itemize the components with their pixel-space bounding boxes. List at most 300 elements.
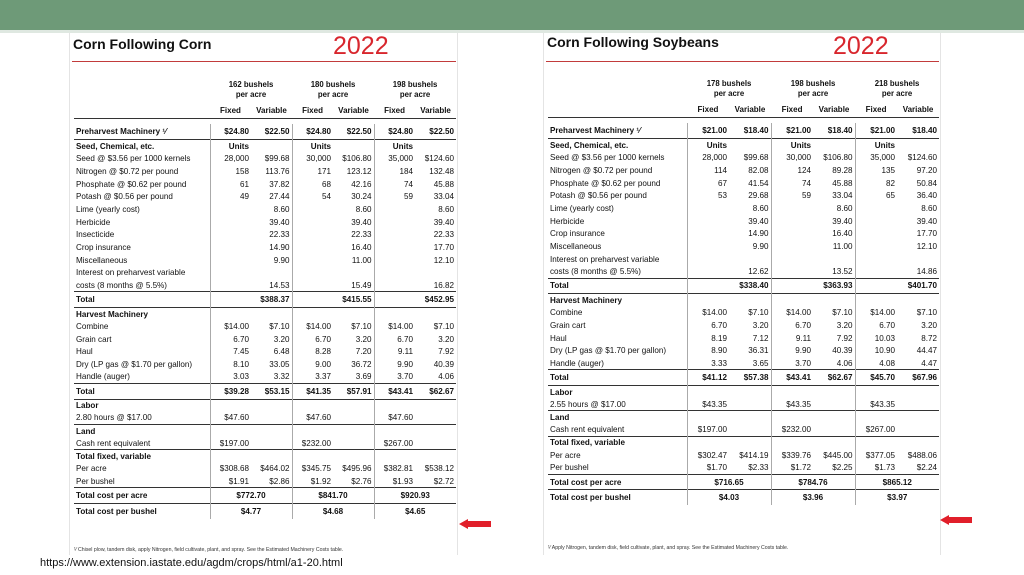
- cell-value: [292, 241, 333, 254]
- cell-value: 61: [210, 178, 251, 191]
- cell-value: 12.10: [916, 241, 938, 251]
- cell-value: [687, 294, 729, 307]
- row-label: Per acre: [76, 464, 107, 474]
- cell-value: $920.93: [374, 488, 456, 504]
- row-label: Land: [74, 425, 210, 438]
- cell-value: 3.32: [273, 372, 290, 382]
- cell-value: 39.40: [269, 217, 290, 227]
- fixed-header: Fixed: [374, 103, 415, 118]
- cell-value: 8.10: [210, 358, 251, 371]
- cell-value: 14.90: [748, 229, 769, 239]
- cell-value: 3.03: [210, 371, 251, 384]
- cell-value: [333, 140, 374, 153]
- corn-following-soybeans-panel: [543, 33, 941, 555]
- cell-value: 33.04: [832, 191, 853, 201]
- cell-value: 30,000: [771, 151, 813, 164]
- cell-value: 9.11: [771, 332, 813, 345]
- cell-value: [292, 266, 333, 279]
- cell-value: $495.96: [342, 464, 372, 474]
- row-label: Total fixed, variable: [548, 436, 687, 449]
- yield-unit: per acre: [881, 89, 913, 98]
- cell-value: 17.70: [916, 229, 938, 239]
- variable-header: Variable: [333, 103, 374, 118]
- cell-value: $67.96: [897, 370, 939, 386]
- cell-value: [415, 399, 456, 412]
- cell-value: [333, 399, 374, 412]
- cell-value: $3.97: [855, 490, 939, 506]
- cell-value: [771, 278, 813, 294]
- cell-value: $2.76: [351, 476, 372, 486]
- cell-value: $841.70: [292, 488, 374, 504]
- cell-value: 7.92: [438, 347, 455, 357]
- cell-value: 97.20: [916, 165, 938, 175]
- cell-value: $43.41: [374, 384, 415, 400]
- cell-value: Units: [687, 139, 729, 152]
- cell-value: [897, 385, 939, 398]
- row-label: Dry (LP gas @ $1.70 per gallon): [550, 346, 667, 356]
- cell-value: [687, 436, 729, 449]
- cell-value: [855, 240, 897, 253]
- cell-value: $124.60: [907, 153, 938, 163]
- cell-value: [687, 253, 729, 266]
- cell-value: $232.00: [771, 424, 813, 437]
- cell-value: 3.33: [687, 357, 729, 370]
- cell-value: $106.80: [342, 154, 372, 164]
- cell-value: $14.00: [292, 320, 333, 333]
- row-label: Lime (yearly cost): [550, 203, 614, 213]
- table-row: [74, 450, 456, 463]
- cell-value: 3.20: [438, 334, 455, 344]
- panel-title: Corn Following Corn: [73, 36, 212, 52]
- cell-value: Units: [771, 139, 813, 152]
- cell-value: 6.70: [855, 319, 897, 332]
- yield-group-header: [771, 76, 855, 102]
- cell-value: [855, 411, 897, 424]
- cell-value: $57.38: [729, 370, 771, 386]
- cell-value: 4.06: [836, 358, 853, 368]
- cell-value: $538.12: [424, 464, 455, 474]
- cell-value: $47.60: [292, 412, 333, 425]
- cell-value: $18.40: [912, 126, 938, 136]
- fixed-variable-header-row: [74, 103, 456, 118]
- cell-value: 7.12: [752, 333, 769, 343]
- cell-value: [251, 140, 292, 153]
- cell-value: [333, 266, 374, 279]
- cell-value: 171: [292, 165, 333, 178]
- row-label: Insecticide: [76, 230, 115, 240]
- cell-value: [897, 253, 939, 266]
- cell-value: 17.70: [433, 242, 455, 252]
- cell-value: 50.84: [916, 178, 938, 188]
- cell-value: 12.10: [433, 255, 455, 265]
- table-row: [74, 178, 456, 191]
- table-row: [548, 332, 939, 345]
- yield-label: 198 bushels: [790, 79, 836, 88]
- cell-value: $22.50: [429, 127, 455, 137]
- cell-value: $414.19: [739, 450, 769, 460]
- row-label: Cash rent equivalent: [550, 425, 625, 435]
- cell-value: [251, 450, 292, 463]
- cell-value: [374, 450, 415, 463]
- cell-value: 33.05: [269, 360, 290, 370]
- footnote: ¹⁄ Chisel plow, tandem disk, apply Nitrogen, field cultivate, plant, and spray. See the Estimated Machinery Costs table.: [74, 547, 344, 553]
- cell-value: [855, 278, 897, 294]
- cell-value: Units: [374, 140, 415, 153]
- table-row: [74, 346, 456, 359]
- cell-value: 29.68: [748, 191, 769, 201]
- cell-value: [210, 425, 251, 438]
- cell-value: $14.00: [855, 306, 897, 319]
- variable-header: Variable: [251, 103, 292, 118]
- cell-value: $45.70: [855, 370, 897, 386]
- cell-value: $99.68: [743, 153, 769, 163]
- cell-value: $7.10: [916, 308, 938, 318]
- cell-value: [729, 424, 771, 437]
- cell-value: 6.70: [687, 319, 729, 332]
- cell-value: 39.40: [351, 217, 372, 227]
- cell-value: $43.35: [855, 398, 897, 411]
- row-label: Miscellaneous: [550, 241, 602, 251]
- cell-value: [292, 399, 333, 412]
- yield-label: 162 bushels: [228, 80, 274, 89]
- cell-value: 12.62: [748, 267, 769, 277]
- row-label: Total: [74, 384, 210, 400]
- row-label: 2.55 hours @ $17.00: [550, 399, 626, 409]
- row-label: Total cost per acre: [548, 474, 687, 490]
- row-label: Total: [548, 278, 687, 294]
- row-label: Labor: [548, 385, 687, 398]
- cell-value: $7.10: [269, 321, 290, 331]
- cell-value: $4.68: [292, 504, 374, 520]
- cell-value: $267.00: [374, 437, 415, 450]
- cell-value: $4.77: [210, 504, 292, 520]
- footnote: ¹⁄ Apply Nitrogen, tandem disk, field cultivate, plant, and spray. See the Estimated Machinery Costs table.: [548, 545, 789, 551]
- cell-value: 9.00: [292, 358, 333, 371]
- row-label: Miscellaneous: [76, 255, 128, 265]
- cell-value: [210, 241, 251, 254]
- table-row: [548, 449, 939, 462]
- table-row: [74, 241, 456, 254]
- cell-value: 7.92: [836, 333, 853, 343]
- row-label: Total fixed, variable: [74, 450, 210, 463]
- cell-value: 14.86: [916, 267, 938, 277]
- table-row: [74, 358, 456, 371]
- cell-value: [813, 424, 855, 437]
- cell-value: $14.00: [210, 320, 251, 333]
- cell-value: [374, 203, 415, 216]
- cell-value: $415.55: [333, 292, 374, 308]
- cell-value: [333, 425, 374, 438]
- cell-value: [855, 385, 897, 398]
- cell-value: [897, 436, 939, 449]
- fixed-header: Fixed: [210, 103, 251, 118]
- cell-value: 6.70: [292, 333, 333, 346]
- cell-value: [771, 227, 813, 240]
- row-label: Handle (auger): [550, 358, 604, 368]
- cell-value: $14.00: [374, 320, 415, 333]
- header-spacer: [548, 76, 687, 102]
- cell-value: 6.70: [374, 333, 415, 346]
- cell-value: 45.88: [433, 179, 455, 189]
- row-label: Handle (auger): [76, 372, 130, 382]
- cell-value: 3.37: [292, 371, 333, 384]
- cell-value: [333, 412, 374, 425]
- row-label: Grain cart: [550, 320, 586, 330]
- cell-value: [687, 202, 729, 215]
- cell-value: [729, 385, 771, 398]
- row-label: costs (8 months @ 5.5%): [76, 280, 167, 290]
- cell-value: [374, 266, 415, 279]
- cell-value: 8.60: [752, 203, 769, 213]
- cell-value: 54: [292, 190, 333, 203]
- cell-value: $39.28: [210, 384, 251, 400]
- cell-value: $14.00: [771, 306, 813, 319]
- cell-value: $7.10: [433, 321, 455, 331]
- cell-value: $308.68: [210, 463, 251, 476]
- cell-value: 30,000: [292, 152, 333, 165]
- table-row: [548, 253, 939, 266]
- table-row: [548, 424, 939, 437]
- row-label: Per bushel: [550, 463, 589, 473]
- left-arrow-icon: [940, 515, 972, 525]
- cell-value: [771, 436, 813, 449]
- cell-value: [210, 228, 251, 241]
- cell-value: $43.35: [771, 398, 813, 411]
- cell-value: [210, 307, 251, 320]
- row-label: Haul: [76, 347, 93, 357]
- fixed-header: Fixed: [771, 102, 813, 117]
- cell-value: 3.20: [836, 320, 853, 330]
- cell-value: [813, 294, 855, 307]
- cell-value: 3.69: [355, 372, 372, 382]
- table-row: [548, 227, 939, 240]
- cell-value: [210, 399, 251, 412]
- table-row: [548, 123, 939, 139]
- cell-value: $197.00: [687, 424, 729, 437]
- cell-value: $488.06: [907, 450, 938, 460]
- row-label: costs (8 months @ 5.5%): [550, 267, 641, 277]
- year-label: 2022: [333, 32, 389, 60]
- cell-value: $7.10: [832, 308, 853, 318]
- cell-value: $382.81: [374, 463, 415, 476]
- cell-value: $2.33: [748, 463, 769, 473]
- cell-value: [292, 450, 333, 463]
- cell-value: 89.28: [832, 165, 853, 175]
- cell-value: [771, 411, 813, 424]
- yield-unit: per acre: [399, 90, 431, 99]
- cell-value: 82.08: [748, 165, 769, 175]
- cell-value: [813, 385, 855, 398]
- row-label: 2.80 hours @ $17.00: [76, 413, 152, 423]
- cell-value: 4.08: [855, 357, 897, 370]
- cell-value: $4.65: [374, 504, 456, 520]
- row-label: Dry (LP gas @ $1.70 per gallon): [76, 360, 193, 370]
- yield-group-header: [687, 76, 771, 102]
- row-label: Per acre: [550, 450, 581, 460]
- cell-value: $21.00: [855, 123, 897, 139]
- cell-value: 40.39: [433, 360, 455, 370]
- title-rule: [546, 61, 939, 62]
- cell-value: [210, 292, 251, 308]
- cell-value: $21.00: [687, 123, 729, 139]
- cell-value: $47.60: [374, 412, 415, 425]
- cell-value: [855, 294, 897, 307]
- cell-value: $24.80: [292, 124, 333, 140]
- cell-value: $267.00: [855, 424, 897, 437]
- cell-value: $377.05: [855, 449, 897, 462]
- cell-value: $62.67: [813, 370, 855, 386]
- row-label: Interest on preharvest variable: [550, 254, 660, 264]
- table-row: [548, 189, 939, 202]
- cell-value: [210, 279, 251, 292]
- left-arrow-icon: [459, 519, 491, 529]
- table-row: [548, 202, 939, 215]
- cell-value: [897, 424, 939, 437]
- yield-group-header: [210, 77, 292, 103]
- cell-value: 39.40: [433, 217, 455, 227]
- row-label: Phosphate @ $0.62 per pound: [550, 178, 661, 188]
- cell-value: 11.00: [351, 255, 372, 265]
- table-row: [548, 357, 939, 370]
- table-row: [74, 152, 456, 165]
- cell-value: [415, 437, 456, 450]
- cell-value: $784.76: [771, 474, 855, 490]
- cell-value: 14.53: [269, 280, 290, 290]
- cell-value: 124: [771, 164, 813, 177]
- cell-value: [729, 139, 771, 152]
- table-row: [74, 228, 456, 241]
- cell-value: [292, 203, 333, 216]
- row-label: Phosphate @ $0.62 per pound: [76, 179, 187, 189]
- cell-value: 10.90: [855, 345, 897, 358]
- cell-value: $452.95: [415, 292, 456, 308]
- table-row: [74, 437, 456, 450]
- cell-value: 3.20: [921, 320, 938, 330]
- cell-value: $21.00: [771, 123, 813, 139]
- cell-value: 22.33: [433, 230, 455, 240]
- cell-value: $24.80: [210, 124, 251, 140]
- cell-value: 4.47: [921, 358, 938, 368]
- cell-value: [729, 411, 771, 424]
- row-label: Total: [548, 370, 687, 386]
- cell-value: $4.03: [687, 490, 771, 506]
- cell-value: [415, 412, 456, 425]
- cell-value: [415, 425, 456, 438]
- row-label: Lime (yearly cost): [76, 204, 140, 214]
- cell-value: [210, 203, 251, 216]
- cell-value: $2.24: [916, 463, 938, 473]
- cell-value: $106.80: [823, 153, 853, 163]
- cell-value: $302.47: [687, 449, 729, 462]
- cell-value: 68: [292, 178, 333, 191]
- cell-value: [292, 292, 333, 308]
- yield-label: 198 bushels: [392, 80, 438, 89]
- header-bar: [0, 0, 1024, 30]
- row-label: Preharvest Machinery ¹⁄: [76, 127, 167, 137]
- cell-value: $339.76: [771, 449, 813, 462]
- yield-unit: per acre: [317, 90, 349, 99]
- table-row: [74, 140, 456, 153]
- cell-value: 3.20: [355, 334, 372, 344]
- table-row: [74, 384, 456, 400]
- cell-value: [813, 398, 855, 411]
- cell-value: 30.24: [351, 192, 372, 202]
- row-label: Haul: [550, 333, 567, 343]
- cell-value: [374, 399, 415, 412]
- cell-value: [687, 265, 729, 278]
- cell-value: 114: [687, 164, 729, 177]
- table-row: [548, 474, 939, 490]
- cell-value: [855, 227, 897, 240]
- table-row: [548, 240, 939, 253]
- cell-value: [374, 279, 415, 292]
- cell-value: [210, 254, 251, 267]
- cell-value: [687, 240, 729, 253]
- cell-value: [251, 412, 292, 425]
- cell-value: 59: [771, 189, 813, 202]
- cell-value: 27.44: [269, 192, 290, 202]
- cell-value: 45.88: [832, 178, 853, 188]
- table-row: [548, 490, 939, 506]
- cell-value: 8.72: [921, 333, 938, 343]
- cell-value: $363.93: [813, 278, 855, 294]
- cell-value: $62.67: [415, 384, 456, 400]
- table-row: [74, 124, 456, 140]
- row-label: Nitrogen @ $0.72 per pound: [550, 165, 653, 175]
- cell-value: 40.39: [832, 346, 853, 356]
- row-label: Crop insurance: [76, 242, 131, 252]
- cell-value: [210, 216, 251, 229]
- cell-value: $401.70: [897, 278, 939, 294]
- cell-value: Units: [292, 140, 333, 153]
- cell-value: [771, 385, 813, 398]
- cell-value: [251, 266, 292, 279]
- cell-value: $1.72: [771, 462, 813, 475]
- cell-value: 36.40: [916, 191, 938, 201]
- cell-value: [251, 437, 292, 450]
- cell-value: 33.04: [433, 192, 455, 202]
- cell-value: 7.45: [210, 346, 251, 359]
- cell-value: $24.80: [374, 124, 415, 140]
- table-row: [548, 265, 939, 278]
- cell-value: 49: [210, 190, 251, 203]
- cell-value: [771, 215, 813, 228]
- cell-value: 35,000: [855, 151, 897, 164]
- cell-value: $18.40: [743, 126, 769, 136]
- cell-value: [333, 437, 374, 450]
- cell-value: 8.60: [273, 204, 290, 214]
- cell-value: [771, 265, 813, 278]
- cell-value: $22.50: [264, 127, 290, 137]
- cell-value: [292, 425, 333, 438]
- row-label: Herbicide: [76, 217, 111, 227]
- cell-value: 16.82: [433, 280, 455, 290]
- cell-value: [771, 294, 813, 307]
- cell-value: [729, 253, 771, 266]
- yield-group-header: [855, 76, 939, 102]
- table-row: [74, 333, 456, 346]
- cell-value: $1.93: [374, 475, 415, 488]
- cell-value: 67: [687, 177, 729, 190]
- table-row: [74, 292, 456, 308]
- group-header-row: [548, 76, 939, 102]
- cell-value: [251, 425, 292, 438]
- row-label: Seed, Chemical, etc.: [74, 140, 210, 153]
- cell-value: $345.75: [292, 463, 333, 476]
- cell-value: $1.91: [210, 475, 251, 488]
- table-row: [548, 370, 939, 386]
- cell-value: [897, 398, 939, 411]
